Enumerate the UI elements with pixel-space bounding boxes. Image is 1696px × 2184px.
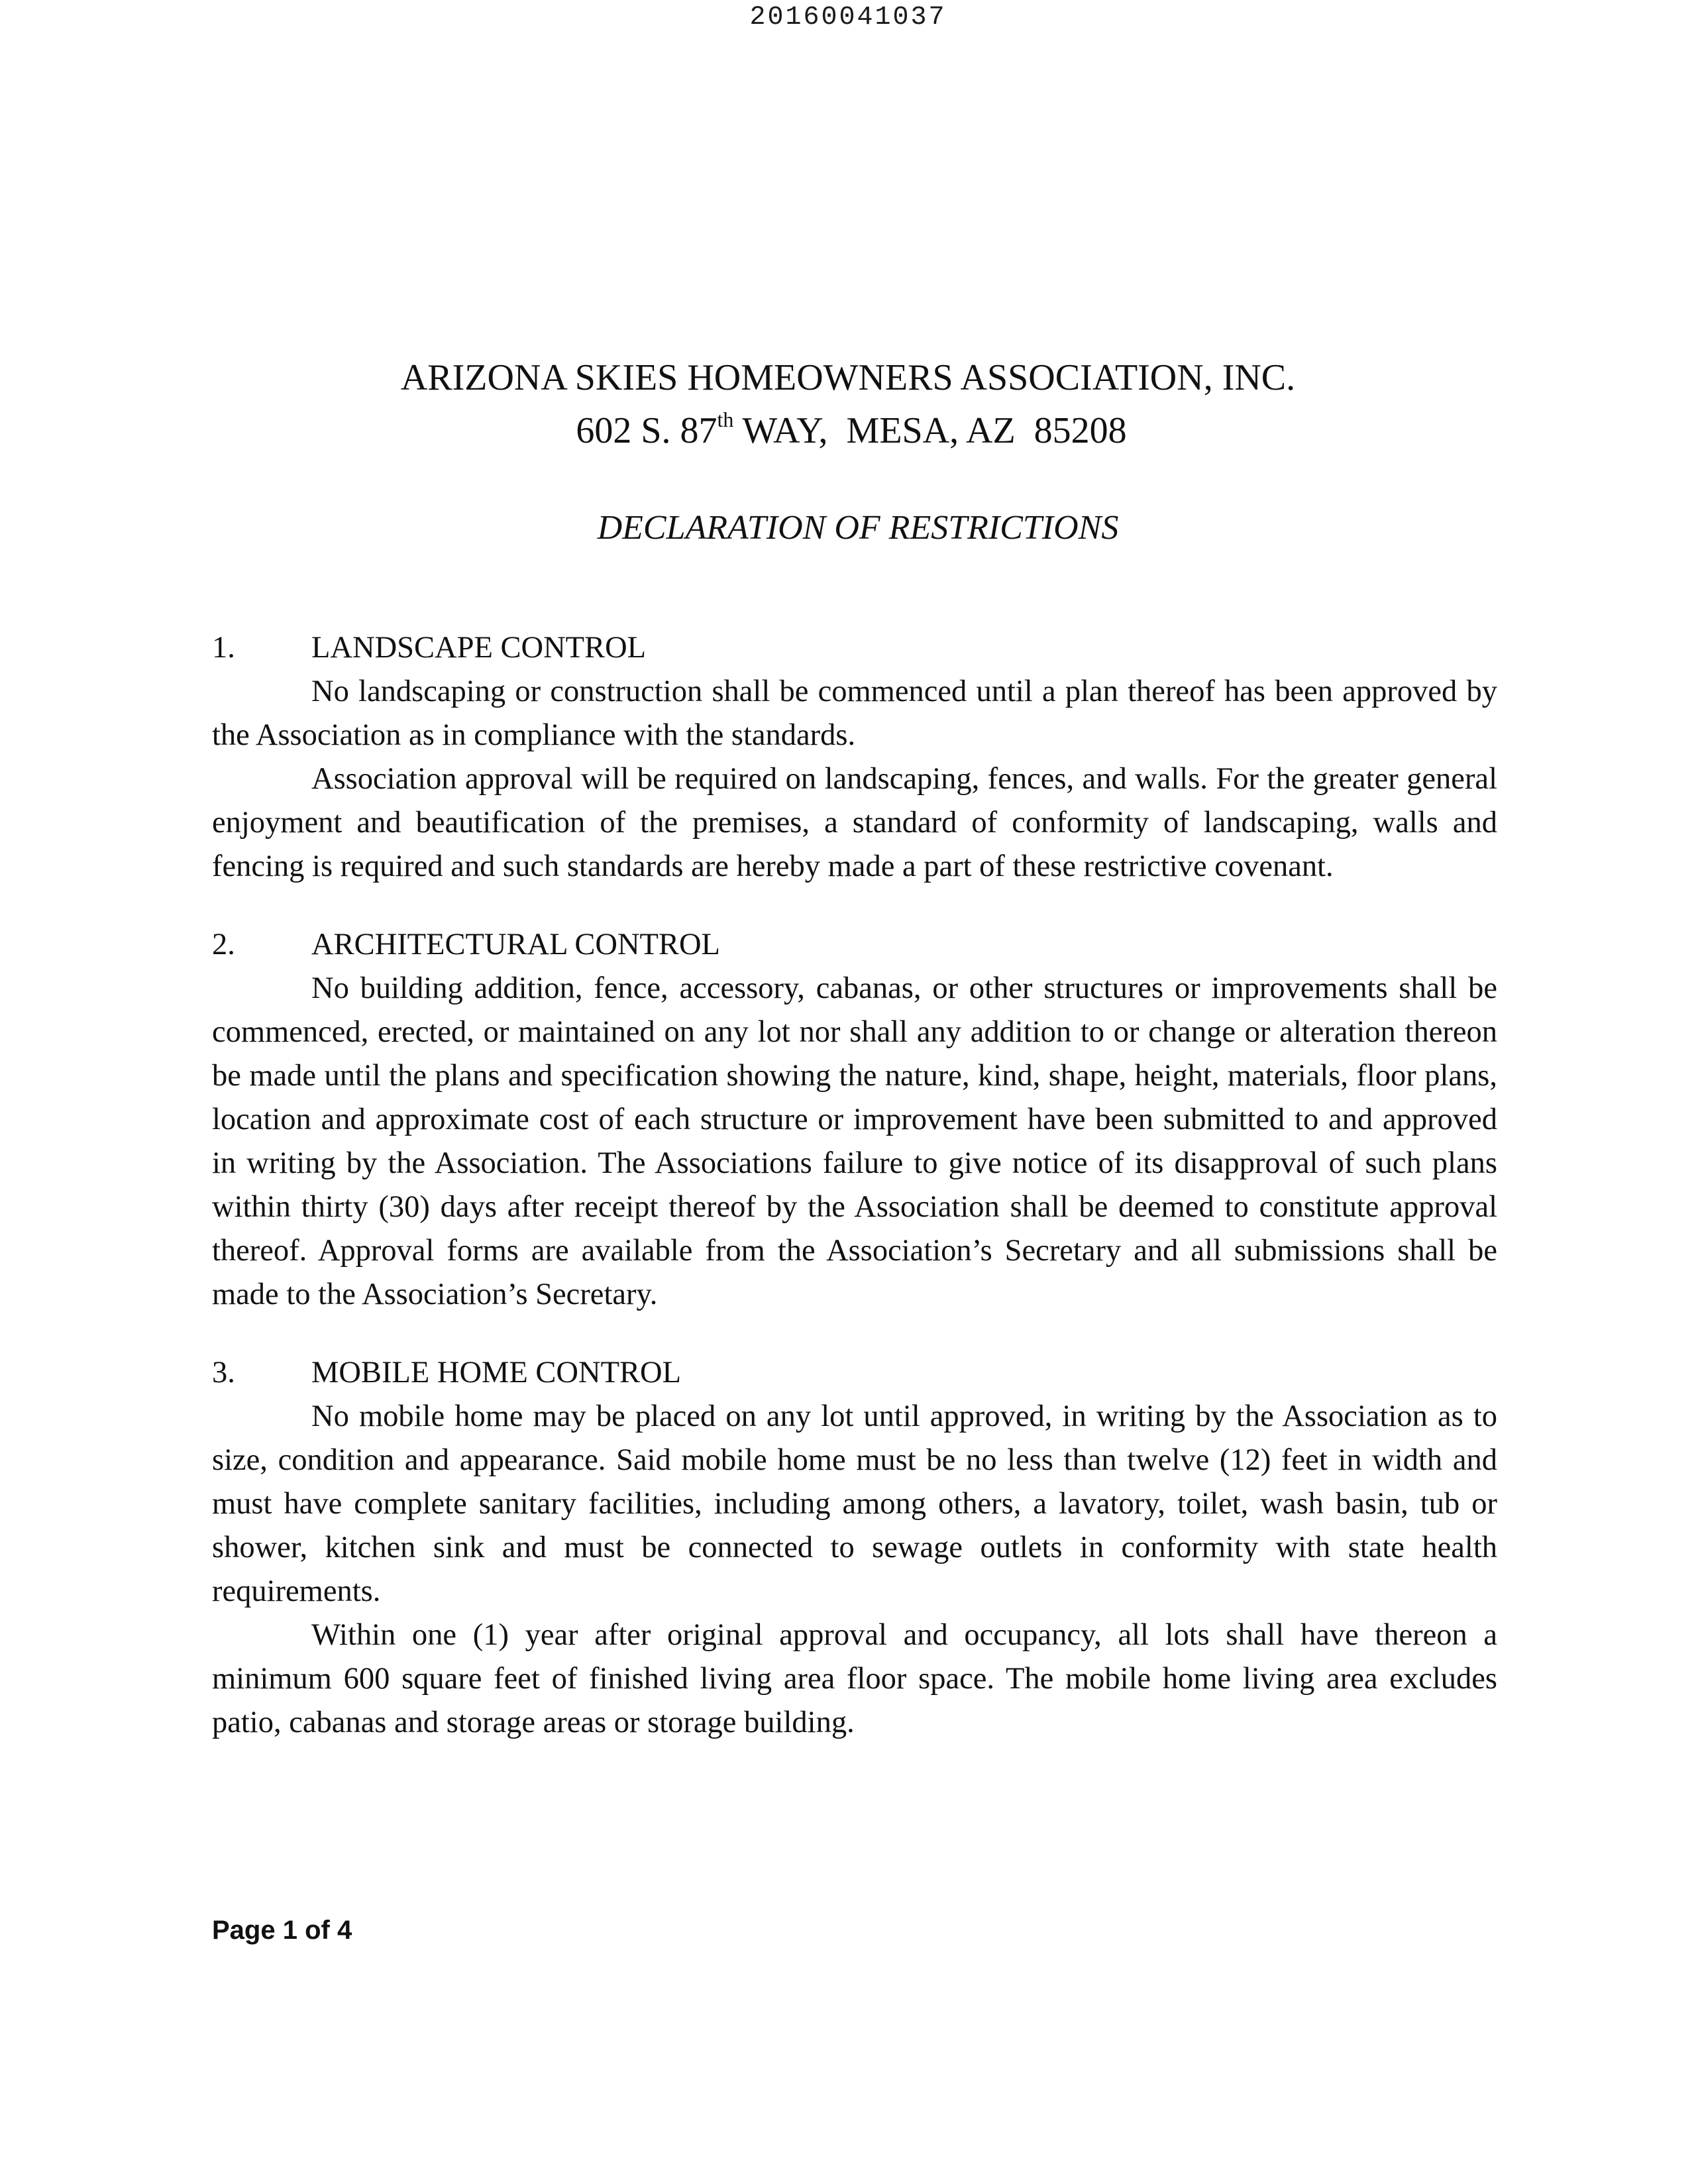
document-body [212, 626, 1497, 1745]
page-of-label: of [305, 1916, 330, 1945]
section-title: ARCHITECTURAL CONTROL [311, 928, 720, 961]
section-paragraph: Within one (1) year after original approval and occupancy, all lots shall have thereon a minimum 600 square feet of finished living area floor space. The mobile home living area excludes patio, cabanas and storage areas or storage building. [212, 1618, 1497, 1739]
section-heading [212, 923, 1497, 967]
address-ordinal-suffix: th [717, 408, 734, 431]
section-title: MOBILE HOME CONTROL [311, 1356, 681, 1390]
page-label: Page [212, 1916, 276, 1945]
address-number: 602 S. 87 [576, 410, 717, 451]
section-architectural-control [212, 923, 1497, 1317]
section-mobile-home-control [212, 1351, 1497, 1745]
section-number: 3. [212, 1356, 235, 1390]
section-heading [212, 1351, 1497, 1395]
page-total: 4 [337, 1916, 352, 1945]
section-paragraph: No building addition, fence, accessory, cabanas, or other structures or improvements shall be commenced, erected, or maintained on any lot nor shall any addition to or change or alteration thereon be made until the plans and specification showing the nature, kind, shape, height, materials, floor plans, location and approximate cost of each structure or improvement have been submitted to and approved in writing by the Association. The Associations failure to give notice of its disapproval of such plans within thirty (30) days after receipt thereof by the Association shall be deemed to constitute approval thereof. Approval forms are available from the Association’s Secretary and all submissions shall be made to the Association’s Secretary. [212, 971, 1497, 1311]
document-title: DECLARATION OF RESTRICTIONS [597, 509, 1119, 547]
section-heading [212, 626, 1497, 670]
document-header [0, 351, 1696, 457]
section-paragraph: No mobile home may be placed on any lot until approved, in writing by the Association as to size, condition and appearance. Said mobile home must be no less than twelve (12) feet in width and must have complete sanitary facilities, including among others, a lavatory, toilet, wash basin, tub or shower, kitchen sink and must be connected to sewage outlets in conformity with state health requirements. [212, 1399, 1497, 1608]
section-number: 1. [212, 631, 235, 665]
page-current: 1 [282, 1916, 297, 1945]
section-landscape-control [212, 626, 1497, 889]
section-title: LANDSCAPE CONTROL [311, 631, 647, 665]
recording-number: 20160041037 [749, 3, 947, 32]
address-rest: WAY, MESA, AZ 85208 [733, 410, 1127, 451]
section-paragraph: Association approval will be required on landscaping, fences, and walls. For the greater general enjoyment and beautification of the premises, a standard of conformity of landscaping, walls and fencing is required and such standards are hereby made a part of these restrictive covenant. [212, 762, 1497, 883]
organization-address [7, 404, 1696, 457]
page-number-footer [212, 1914, 352, 1947]
organization-name: ARIZONA SKIES HOMEOWNERS ASSOCIATION, INC. [400, 357, 1296, 398]
section-paragraph: No landscaping or construction shall be commenced until a plan thereof has been approved by the Association as in compliance with the standards. [212, 675, 1497, 752]
section-number: 2. [212, 928, 235, 961]
